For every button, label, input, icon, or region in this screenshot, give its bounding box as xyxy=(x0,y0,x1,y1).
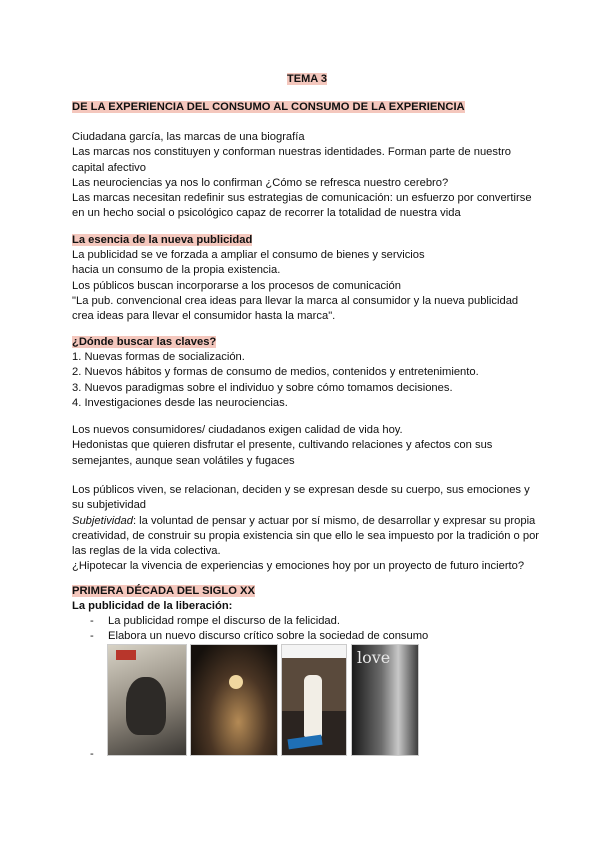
section-heading-esencia: La esencia de la nueva publicidad xyxy=(72,234,253,246)
page-title: TEMA 3 xyxy=(287,73,327,85)
publics-paragraph xyxy=(72,483,542,575)
image-word: love xyxy=(357,648,391,667)
intro-line: Las neurociencias ya nos lo confirman ¿Cómo se refresca nuestro cerebro? xyxy=(72,176,449,189)
ad-image-love xyxy=(352,645,418,755)
list-item: - Elabora un nuevo discurso crítico sobre la sociedad de consumo xyxy=(72,629,542,644)
ad-image-figure xyxy=(282,645,346,755)
numbered-item: 1. Nuevas formas de socialización. xyxy=(72,351,245,363)
ad-image-watch xyxy=(108,645,186,755)
list-item: - La publicidad rompe el discurso de la felicidad. xyxy=(72,614,542,629)
text-line: Hedonistas que quieren disfrutar el presente, cultivando relaciones y afectos con sus semejantes, aunque sean volátiles y fugaces xyxy=(72,439,493,467)
intro-paragraph xyxy=(72,130,542,222)
claves-list xyxy=(72,350,542,411)
image-figure-shape xyxy=(304,675,322,737)
intro-line: Las marcas necesitan redefinir sus estrategias de comunicación: un esfuerzo por convertirse en un hecho social o psicológico capaz de recorrer la totalidad de nuestra vida xyxy=(72,192,532,220)
text-line: hacia un consumo de la propia existencia. xyxy=(72,264,281,277)
ad-image-room xyxy=(191,645,277,755)
intro-line: Ciudadana garcía, las marcas de una biografía xyxy=(72,131,305,143)
image-hand-shape xyxy=(126,677,166,735)
text-line: Los públicos buscan incorporarse a los procesos de comunicación xyxy=(72,279,401,292)
question-line: ¿Hipotecar la vivencia de experiencias y emociones hoy por un proyecto de futuro incierto? xyxy=(72,560,525,573)
intro-line: Las marcas nos constituyen y conforman nuestras identidades. Forman parte de nuestro capital afectivo xyxy=(72,146,512,174)
main-heading: DE LA EXPERIENCIA DEL CONSUMO AL CONSUMO DE LA EXPERIENCIA xyxy=(72,101,465,113)
trailing-dash: - xyxy=(90,748,94,760)
subjectivity-definition xyxy=(72,514,542,560)
image-lamp xyxy=(229,675,243,689)
section-heading-claves: ¿Dónde buscar las claves? xyxy=(72,336,217,348)
image-logo-band xyxy=(116,650,136,660)
text-line: Los públicos viven, se relacionan, deciden y se expresan desde su cuerpo, sus emociones y su subjetividad xyxy=(72,484,530,512)
consumers-paragraph xyxy=(72,423,542,469)
text-line: Los nuevos consumidores/ ciudadanos exigen calidad de vida hoy. xyxy=(72,424,403,436)
numbered-item: 4. Investigaciones desde las neurociencias. xyxy=(72,396,288,409)
numbered-item: 3. Nuevos paradigmas sobre el individuo y sobre cómo tomamos decisiones. xyxy=(72,381,453,394)
section-heading-siglo-xx: PRIMERA DÉCADA DEL SIGLO XX xyxy=(72,585,255,597)
ad-images-row xyxy=(108,645,428,755)
liberacion-list xyxy=(72,614,542,645)
image-brand-tag xyxy=(287,735,322,750)
text-line: "La pub. convencional crea ideas para llevar la marca al consumidor y la nueva publicidad crea ideas para llevar el consumidor hasta la marca". xyxy=(72,294,519,323)
section-esencia-body xyxy=(72,248,542,324)
subjectivity-term: Subjetividad xyxy=(72,514,133,527)
text-line: La publicidad se ve forzada a ampliar el consumo de bienes y servicios xyxy=(72,249,425,261)
subheading-liberacion: La publicidad de la liberación: xyxy=(72,600,233,612)
subjectivity-text: : la voluntad de pensar y actuar por sí mismo, de desarrollar y expresar su propia creatividad, de construir su propia existencia sin que ello le sea impuesto por la tradición o por las reglas de la vida colectiva. xyxy=(72,514,540,558)
numbered-item: 2. Nuevos hábitos y formas de consumo de medios, contenidos y entretenimiento. xyxy=(72,366,479,379)
